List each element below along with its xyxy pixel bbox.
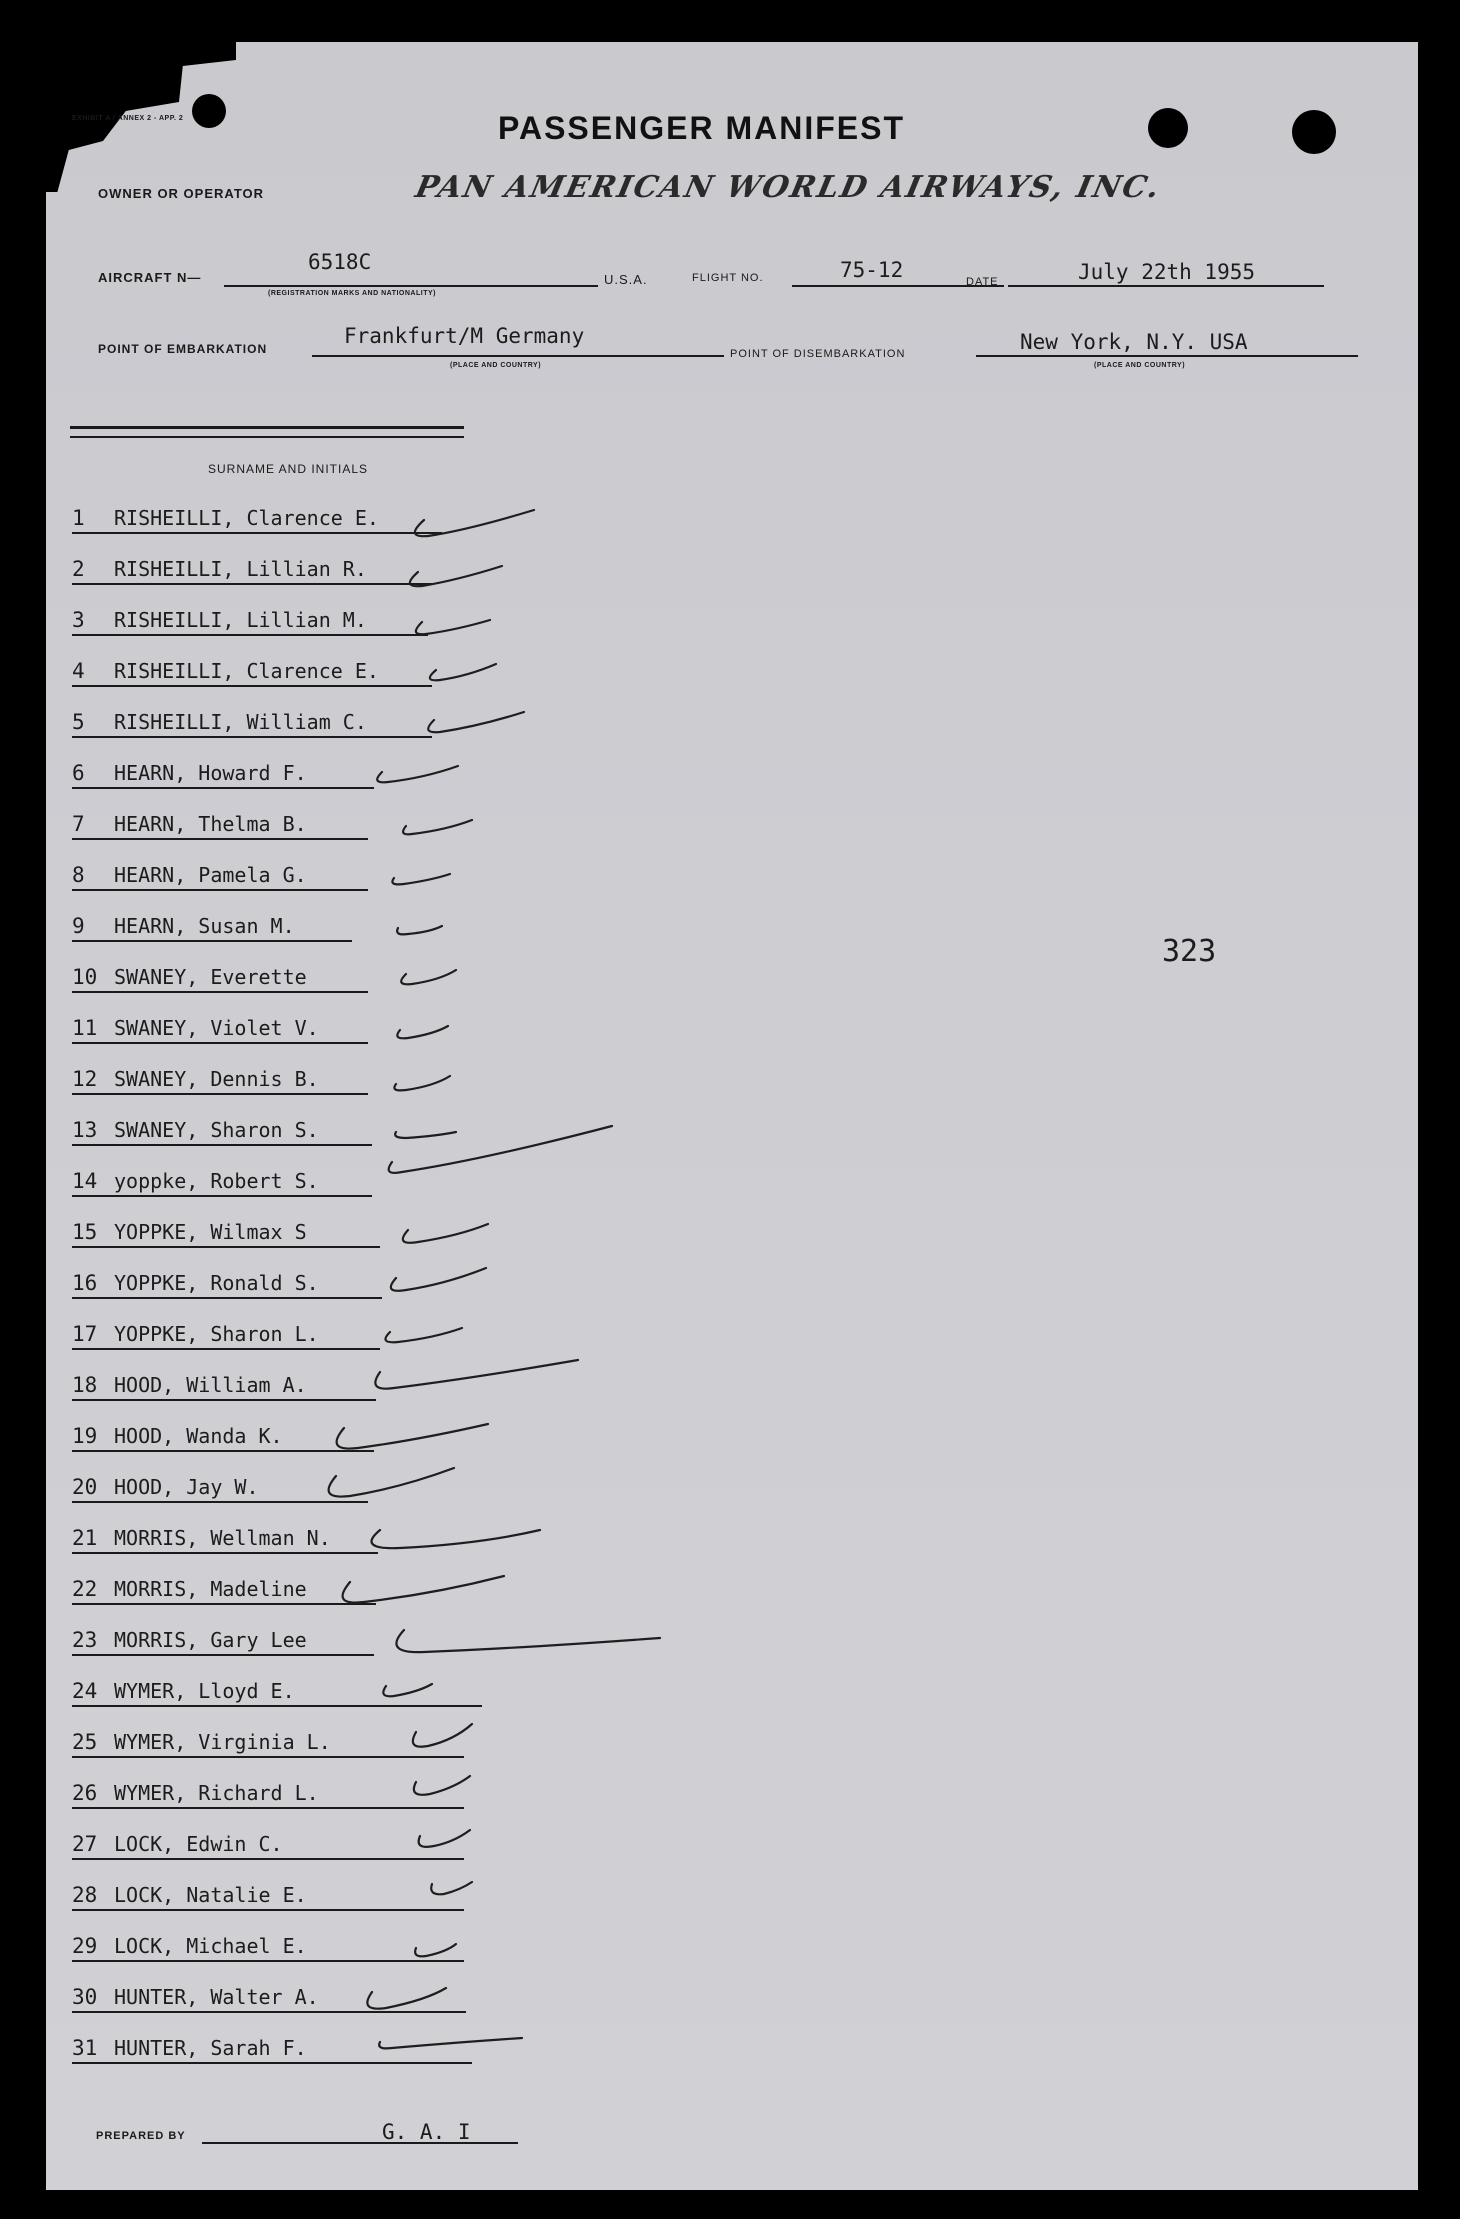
passenger-name: SWANEY, Everette bbox=[114, 965, 307, 989]
row-number: 9 bbox=[72, 914, 85, 938]
row-number: 7 bbox=[72, 812, 85, 836]
passenger-name: YOPPKE, Ronald S. bbox=[114, 1271, 319, 1295]
row-number: 31 bbox=[72, 2036, 98, 2060]
passenger-name: MORRIS, Wellman N. bbox=[114, 1526, 331, 1550]
passenger-name: WYMER, Lloyd E. bbox=[114, 1679, 295, 1703]
row-number: 11 bbox=[72, 1016, 98, 1040]
passenger-name: HUNTER, Sarah F. bbox=[114, 2036, 307, 2060]
flight-value: 75-12 bbox=[840, 258, 904, 282]
row-number: 29 bbox=[72, 1934, 98, 1958]
embark-note: (PLACE AND COUNTRY) bbox=[450, 362, 542, 369]
passenger-name: YOPPKE, Wilmax S bbox=[114, 1220, 307, 1244]
disembark-note: (PLACE AND COUNTRY) bbox=[1094, 362, 1186, 369]
date-label: DATE bbox=[966, 276, 999, 288]
row-number: 6 bbox=[72, 761, 85, 785]
row-number: 2 bbox=[72, 557, 85, 581]
passenger-name: HEARN, Thelma B. bbox=[114, 812, 307, 836]
passenger-name: yoppke, Robert S. bbox=[114, 1169, 319, 1193]
row-number: 3 bbox=[72, 608, 85, 632]
column-header: SURNAME AND INITIALS bbox=[208, 462, 369, 476]
row-number: 27 bbox=[72, 1832, 98, 1856]
passenger-name: HUNTER, Walter A. bbox=[114, 1985, 319, 2009]
manifest-page bbox=[46, 42, 1418, 2190]
row-number: 22 bbox=[72, 1577, 98, 1601]
row-number: 17 bbox=[72, 1322, 98, 1346]
passenger-name: YOPPKE, Sharon L. bbox=[114, 1322, 319, 1346]
row-number: 20 bbox=[72, 1475, 98, 1499]
embark-label: POINT OF EMBARKATION bbox=[98, 342, 268, 356]
row-number: 16 bbox=[72, 1271, 98, 1295]
aircraft-label: AIRCRAFT N— bbox=[98, 270, 202, 285]
passenger-name: HEARN, Pamela G. bbox=[114, 863, 307, 887]
passenger-name: LOCK, Natalie E. bbox=[114, 1883, 307, 1907]
passenger-name: SWANEY, Violet V. bbox=[114, 1016, 319, 1040]
disembark-value: New York, N.Y. USA bbox=[1020, 330, 1248, 354]
passenger-name: RISHEILLI, Lillian M. bbox=[114, 608, 367, 632]
row-number: 23 bbox=[72, 1628, 98, 1652]
row-number: 12 bbox=[72, 1067, 98, 1091]
row-number: 13 bbox=[72, 1118, 98, 1142]
flight-label: FLIGHT NO. bbox=[692, 272, 764, 284]
corner-mark: EXHIBIT A / ANNEX 2 - APP. 2 bbox=[72, 115, 184, 122]
aircraft-value: 6518C bbox=[308, 250, 372, 274]
passenger-name: RISHEILLI, Clarence E. bbox=[114, 506, 379, 530]
passenger-name: HOOD, Jay W. bbox=[114, 1475, 259, 1499]
passenger-name: SWANEY, Sharon S. bbox=[114, 1118, 319, 1142]
passenger-name: LOCK, Michael E. bbox=[114, 1934, 307, 1958]
passenger-name: HEARN, Susan M. bbox=[114, 914, 295, 938]
row-number: 18 bbox=[72, 1373, 98, 1397]
row-number: 19 bbox=[72, 1424, 98, 1448]
row-number: 1 bbox=[72, 506, 85, 530]
embark-value: Frankfurt/M Germany bbox=[344, 324, 585, 348]
passenger-name: HOOD, Wanda K. bbox=[114, 1424, 283, 1448]
passenger-name: MORRIS, Madeline bbox=[114, 1577, 307, 1601]
row-number: 30 bbox=[72, 1985, 98, 2009]
row-number: 14 bbox=[72, 1169, 98, 1193]
page-title: PASSENGER MANIFEST bbox=[498, 110, 905, 146]
handwritten-checkmarks bbox=[46, 42, 1418, 2190]
passenger-name: HOOD, William A. bbox=[114, 1373, 307, 1397]
prepared-value: G. A. I bbox=[382, 2120, 471, 2144]
passenger-name: RISHEILLI, Lillian R. bbox=[114, 557, 367, 581]
row-number: 25 bbox=[72, 1730, 98, 1754]
operator-name: PAN AMERICAN WORLD AIRWAYS, INC. bbox=[412, 170, 1165, 205]
row-number: 10 bbox=[72, 965, 98, 989]
passenger-name: LOCK, Edwin C. bbox=[114, 1832, 283, 1856]
row-number: 21 bbox=[72, 1526, 98, 1550]
prepared-label: PREPARED BY bbox=[96, 2130, 186, 2142]
owner-label: OWNER OR OPERATOR bbox=[98, 186, 265, 201]
row-number: 4 bbox=[72, 659, 85, 683]
date-value: July 22th 1955 bbox=[1078, 260, 1256, 284]
passenger-name: HEARN, Howard F. bbox=[114, 761, 307, 785]
passenger-name: WYMER, Virginia L. bbox=[114, 1730, 331, 1754]
row-number: 8 bbox=[72, 863, 85, 887]
passenger-name: SWANEY, Dennis B. bbox=[114, 1067, 319, 1091]
usa-label: U.S.A. bbox=[604, 272, 648, 287]
page-stamp: 323 bbox=[1162, 934, 1217, 969]
prepared-line bbox=[202, 2142, 518, 2144]
registration-note: (REGISTRATION MARKS AND NATIONALITY) bbox=[268, 290, 436, 297]
passenger-name: RISHEILLI, Clarence E. bbox=[114, 659, 379, 683]
passenger-name: RISHEILLI, William C. bbox=[114, 710, 367, 734]
row-number: 26 bbox=[72, 1781, 98, 1805]
row-number: 24 bbox=[72, 1679, 98, 1703]
passenger-name: MORRIS, Gary Lee bbox=[114, 1628, 307, 1652]
passenger-name: WYMER, Richard L. bbox=[114, 1781, 319, 1805]
row-number: 5 bbox=[72, 710, 85, 734]
row-number: 15 bbox=[72, 1220, 98, 1244]
row-number: 28 bbox=[72, 1883, 98, 1907]
disembark-label: POINT OF DISEMBARKATION bbox=[730, 348, 906, 360]
